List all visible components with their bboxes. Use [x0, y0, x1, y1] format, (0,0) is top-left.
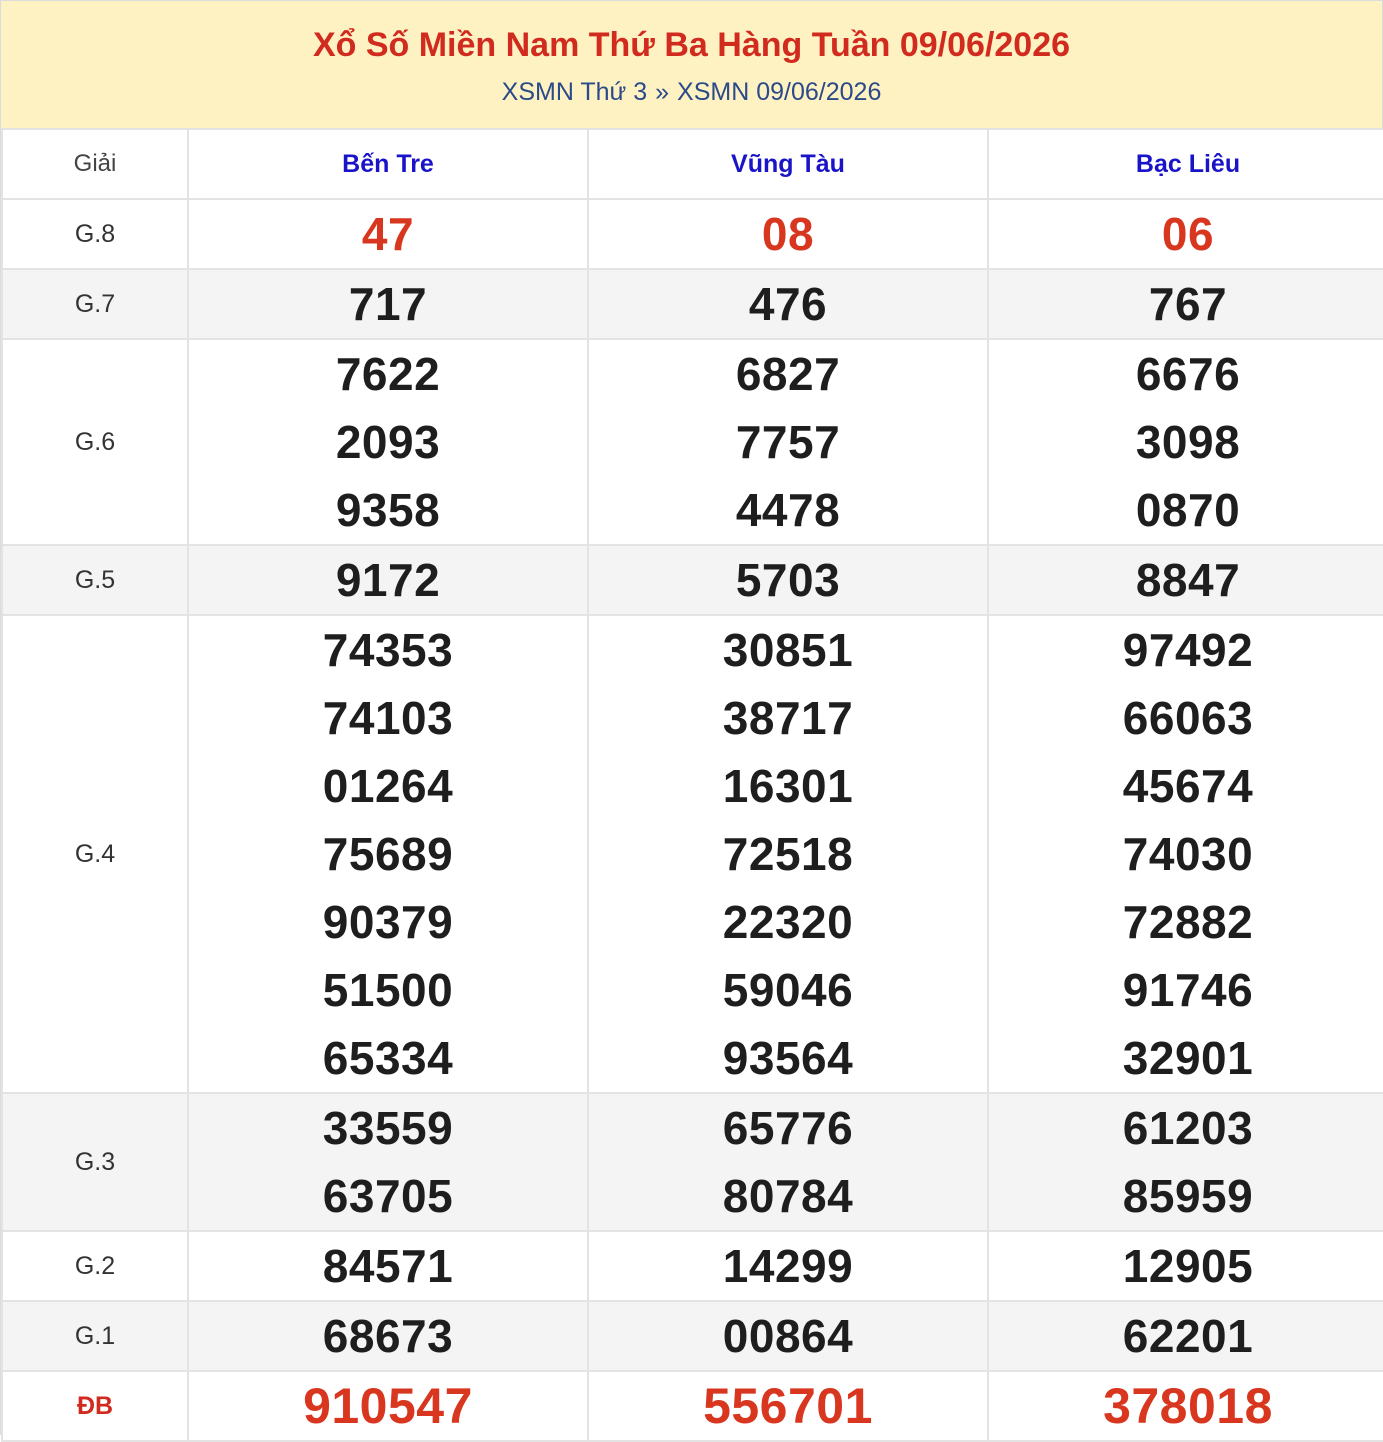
result-cell	[188, 199, 588, 269]
result-cell	[588, 615, 988, 1093]
result-number: 476	[748, 278, 828, 330]
prize-label: ĐB	[2, 1371, 188, 1441]
result-cell	[988, 1301, 1383, 1371]
result-number: 08	[761, 208, 815, 260]
result-number: 38717	[722, 692, 854, 744]
breadcrumb-link-date[interactable]: XSMN 09/06/2026	[677, 78, 882, 106]
result-number: 74030	[1122, 828, 1254, 880]
result-number: 90379	[322, 896, 454, 948]
prize-label: G.4	[2, 615, 188, 1093]
result-number: 45674	[1122, 760, 1254, 812]
result-number: 68673	[322, 1310, 454, 1362]
result-number: 80784	[722, 1170, 854, 1222]
table-row	[2, 1371, 1383, 1441]
result-number: 767	[1148, 278, 1228, 330]
result-cell	[588, 269, 988, 339]
result-number: 6827	[735, 348, 841, 400]
result-number: 74353	[322, 624, 454, 676]
result-number: 30851	[722, 624, 854, 676]
result-cell	[588, 1371, 988, 1441]
result-number: 12905	[1122, 1240, 1254, 1292]
result-number: 14299	[722, 1240, 854, 1292]
result-number: 556701	[703, 1378, 873, 1434]
table-row	[2, 339, 1383, 545]
result-number: 66063	[1122, 692, 1254, 744]
result-cell	[188, 1371, 588, 1441]
result-cell	[988, 1231, 1383, 1301]
result-cell	[988, 269, 1383, 339]
result-number: 65776	[722, 1102, 854, 1154]
column-header-province[interactable]: Bạc Liêu	[988, 129, 1383, 199]
result-cell	[988, 1371, 1383, 1441]
result-number: 72518	[722, 828, 854, 880]
prize-label: G.6	[2, 339, 188, 545]
result-cell	[588, 1231, 988, 1301]
result-cell	[188, 1093, 588, 1231]
result-number: 01264	[322, 760, 454, 812]
result-number: 32901	[1122, 1032, 1254, 1084]
prize-label: G.1	[2, 1301, 188, 1371]
result-number: 63705	[322, 1170, 454, 1222]
result-cell	[988, 615, 1383, 1093]
result-number: 16301	[722, 760, 854, 812]
result-number: 33559	[322, 1102, 454, 1154]
table-row	[2, 1093, 1383, 1231]
table-row	[2, 545, 1383, 615]
result-number: 8847	[1135, 554, 1241, 606]
result-cell	[588, 339, 988, 545]
prize-label: G.3	[2, 1093, 188, 1231]
result-number: 5703	[735, 554, 841, 606]
result-number: 06	[1161, 208, 1215, 260]
result-number: 65334	[322, 1032, 454, 1084]
prize-label: G.7	[2, 269, 188, 339]
breadcrumb-separator: »	[655, 78, 670, 106]
result-number: 6676	[1135, 348, 1241, 400]
table-row	[2, 199, 1383, 269]
result-cell	[988, 199, 1383, 269]
result-number: 61203	[1122, 1102, 1254, 1154]
table-row	[2, 615, 1383, 1093]
result-cell	[988, 1093, 1383, 1231]
result-number: 75689	[322, 828, 454, 880]
result-number: 22320	[722, 896, 854, 948]
result-number: 9172	[335, 554, 441, 606]
result-number: 47	[361, 208, 415, 260]
result-cell	[188, 1301, 588, 1371]
result-number: 97492	[1122, 624, 1254, 676]
result-number: 2093	[335, 416, 441, 468]
result-cell	[188, 615, 588, 1093]
result-cell	[188, 269, 588, 339]
result-cell	[188, 339, 588, 545]
result-number: 4478	[735, 484, 841, 536]
result-cell	[988, 545, 1383, 615]
result-number: 74103	[322, 692, 454, 744]
result-number: 7622	[335, 348, 441, 400]
prize-label: G.5	[2, 545, 188, 615]
result-cell	[588, 199, 988, 269]
table-row	[2, 269, 1383, 339]
results-table	[1, 128, 1383, 1442]
result-number: 717	[348, 278, 428, 330]
result-number: 3098	[1135, 416, 1241, 468]
result-number: 910547	[303, 1378, 473, 1434]
table-row	[2, 1301, 1383, 1371]
result-number: 72882	[1122, 896, 1254, 948]
result-number: 0870	[1135, 484, 1241, 536]
result-number: 85959	[1122, 1170, 1254, 1222]
prize-label: G.8	[2, 199, 188, 269]
column-header-province[interactable]: Vũng Tàu	[588, 129, 988, 199]
result-number: 91746	[1122, 964, 1254, 1016]
result-number: 00864	[722, 1310, 854, 1362]
result-number: 9358	[335, 484, 441, 536]
breadcrumb	[1, 77, 1382, 107]
result-number: 51500	[322, 964, 454, 1016]
result-cell	[988, 339, 1383, 545]
result-number: 84571	[322, 1240, 454, 1292]
results-header	[1, 0, 1382, 128]
result-cell	[588, 1301, 988, 1371]
page-title: Xổ Số Miền Nam Thứ Ba Hàng Tuần 09/06/2026	[312, 26, 1071, 64]
prize-label: G.2	[2, 1231, 188, 1301]
result-cell	[188, 1231, 588, 1301]
column-header-province[interactable]: Bến Tre	[188, 129, 588, 199]
table-header-row	[2, 129, 1383, 199]
column-header-prize: Giải	[2, 129, 188, 199]
result-number: 378018	[1103, 1378, 1273, 1434]
result-cell	[188, 545, 588, 615]
breadcrumb-link-weekday[interactable]: XSMN Thứ 3	[501, 78, 648, 106]
table-row	[2, 1231, 1383, 1301]
result-cell	[588, 545, 988, 615]
result-number: 7757	[735, 416, 841, 468]
result-number: 93564	[722, 1032, 854, 1084]
result-cell	[588, 1093, 988, 1231]
result-number: 62201	[1122, 1310, 1254, 1362]
result-number: 59046	[722, 964, 854, 1016]
